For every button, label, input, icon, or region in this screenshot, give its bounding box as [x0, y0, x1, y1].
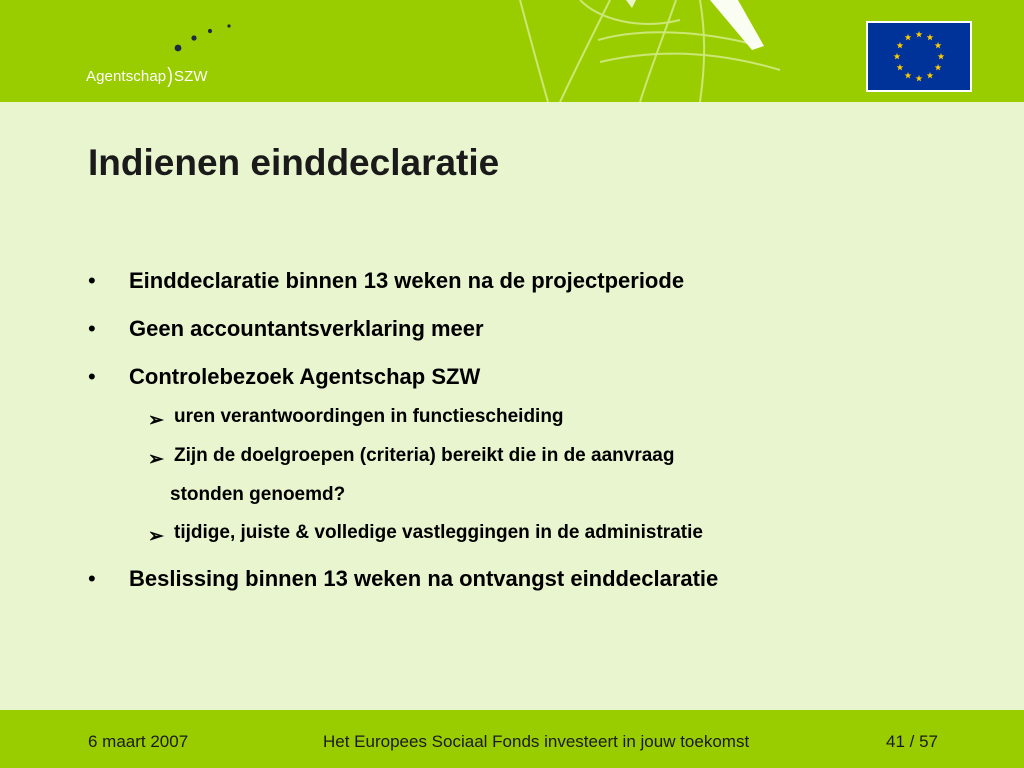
deco-white-chip [626, 0, 636, 8]
footer-date: 6 maart 2007 [88, 732, 189, 751]
logo-separator: ) [167, 63, 173, 88]
agentschap-szw-logo [86, 18, 246, 92]
deco-curve-4 [600, 54, 780, 70]
deco-curve-6 [700, 0, 704, 102]
bullet-text: Geen accountantsverklaring meer [129, 316, 484, 341]
eu-flag-icon [868, 23, 970, 90]
bullet-marker: • [88, 316, 96, 341]
logo-text [86, 63, 208, 88]
sub-bullet-text: uren verantwoordingen in functiescheiding [174, 406, 564, 427]
arrow-bullet-icon: ➢ [148, 449, 164, 470]
slide-title: Indienen einddeclaratie [88, 142, 500, 183]
bullet-text: Einddeclaratie binnen 13 weken na de projectperiode [129, 268, 685, 293]
logo-dots-icon [86, 18, 246, 68]
deco-curve-5 [640, 0, 676, 102]
bullet-text: Beslissing binnen 13 weken na ontvangst einddeclaratie [129, 566, 719, 591]
deco-curve-1 [520, 0, 548, 102]
header-bar [0, 0, 1024, 102]
arrow-bullet-icon: ➢ [148, 410, 164, 431]
bullet-text: Controlebezoek Agentschap SZW [129, 364, 481, 389]
sub-bullet-continuation: stonden genoemd? [170, 484, 346, 505]
deco-curve-3 [598, 32, 760, 46]
logo-brand-text: Agentschap [86, 68, 167, 85]
eu-flag [866, 21, 972, 92]
logo-suffix-text: SZW [174, 68, 208, 85]
slide-page-number: 41 / 57 [886, 732, 938, 751]
bullet-marker: • [88, 364, 96, 389]
arrow-bullet-icon: ➢ [148, 526, 164, 547]
footer-bar [0, 710, 1024, 768]
deco-white-shard [710, 0, 764, 50]
sub-bullet-text: tijdige, juiste & volledige vastleggingen in de administratie [174, 522, 703, 543]
sub-bullet-text: Zijn de doelgroepen (criteria) bereikt die in de aanvraag [174, 445, 675, 466]
bullet-marker: • [88, 268, 96, 293]
bullet-marker: • [88, 566, 96, 591]
footer-tagline: Het Europees Sociaal Fonds investeert in jouw toekomst [323, 732, 750, 751]
